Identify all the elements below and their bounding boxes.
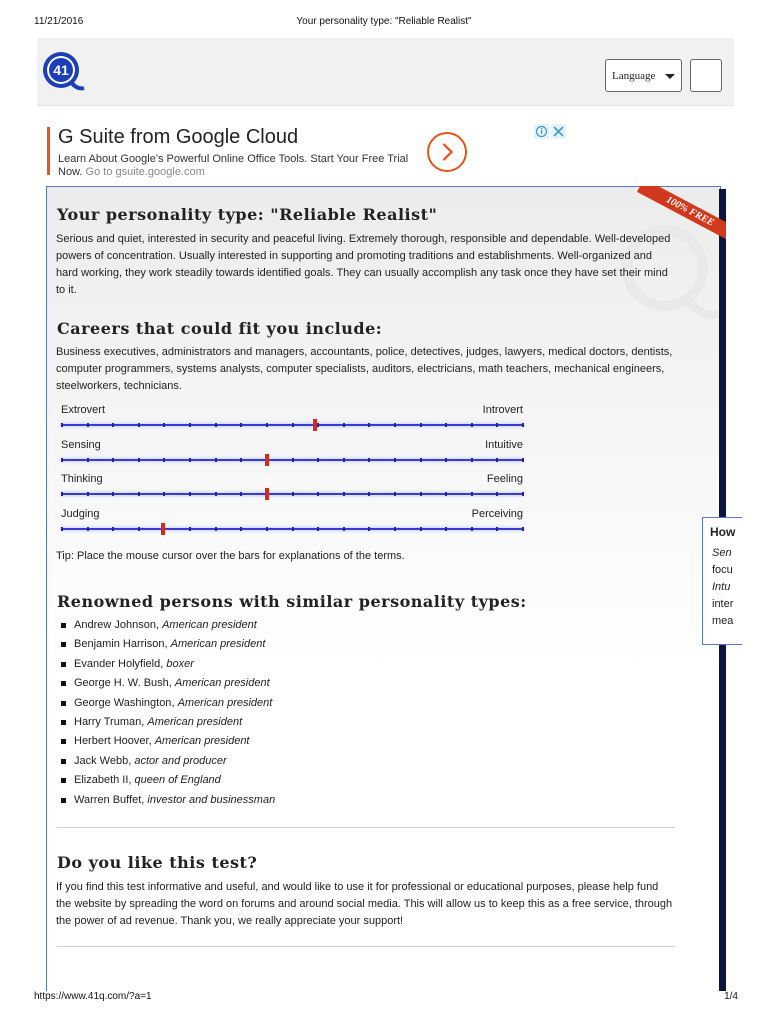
free-ribbon-text: 100% FREE bbox=[637, 186, 726, 244]
scale-left-label: Thinking bbox=[61, 473, 103, 485]
list-item bbox=[61, 733, 275, 752]
scale-marker bbox=[161, 523, 165, 535]
separator: , bbox=[155, 619, 163, 631]
list-item bbox=[61, 772, 275, 791]
scale-tick bbox=[112, 492, 114, 496]
separator: , bbox=[168, 677, 175, 690]
scale-tick bbox=[368, 527, 370, 531]
person-role: actor and producer bbox=[134, 754, 227, 767]
careers-text: Business executives, administrators and managers, accountants, police, detectives, judges, lawyers, medical doctors, dentists, computer programmers, systems analysts, computer specialists, auditors, electricians, math teachers, mechanical engineers, steelworkers, technicians. bbox=[56, 346, 673, 392]
scale-left-label: Extrovert bbox=[61, 404, 106, 416]
scale-tick bbox=[368, 458, 370, 462]
person-role: American president bbox=[170, 638, 266, 651]
scale-tick bbox=[445, 492, 447, 496]
bullet-icon bbox=[61, 701, 66, 706]
tip-text: Tip: Place the mouse cursor over the bars for explanations of the terms. bbox=[56, 550, 405, 562]
scale-tick bbox=[420, 527, 422, 531]
bullet-icon bbox=[61, 681, 66, 686]
scale-right-label: Feeling bbox=[486, 473, 523, 485]
scale-tick bbox=[138, 492, 140, 496]
popup-line: focu bbox=[712, 564, 733, 576]
like-text: If you find this test informative and useful, and would like to use it for professional or educational purposes, please help fund the website by spreading the word on forums and around social media. This will allow us to keep this as a free service, through the power of ad revenue. Thank you, we really appreciate your support! bbox=[56, 881, 673, 927]
scale-tick bbox=[61, 527, 63, 531]
ad-accent-bar bbox=[47, 127, 50, 175]
scale-right-label: Intuitive bbox=[485, 439, 523, 451]
scale-tick bbox=[471, 458, 473, 462]
scale-tick bbox=[343, 492, 345, 496]
scale-left-label: Sensing bbox=[61, 439, 101, 451]
scale-tick bbox=[317, 492, 319, 496]
person-role: queen of England bbox=[134, 774, 221, 787]
scale-tick bbox=[445, 458, 447, 462]
list-item bbox=[61, 695, 275, 714]
scale-tick bbox=[471, 492, 473, 496]
person-role: American president bbox=[147, 715, 243, 728]
scale-tick bbox=[394, 423, 396, 427]
scale-tick bbox=[87, 458, 89, 462]
person-name: Andrew Johnson bbox=[74, 619, 156, 631]
ad-banner[interactable] bbox=[47, 122, 577, 180]
scale-tick bbox=[394, 492, 396, 496]
scale-tick bbox=[522, 527, 524, 531]
person-name: George Washington bbox=[74, 696, 172, 709]
scale-tick bbox=[112, 423, 114, 427]
person-role: American president bbox=[154, 735, 250, 748]
scale-tick bbox=[138, 458, 140, 462]
person-name: Elizabeth II bbox=[74, 774, 129, 787]
list-item bbox=[61, 656, 275, 675]
scale-tick bbox=[163, 458, 165, 462]
scale-tick bbox=[61, 423, 63, 427]
scale-tick bbox=[266, 527, 268, 531]
bullet-icon bbox=[61, 720, 66, 725]
scale-tick bbox=[496, 423, 498, 427]
ad-link[interactable]: Go to gsuite.google.com bbox=[85, 166, 205, 178]
separator: , bbox=[148, 735, 155, 748]
divider bbox=[57, 946, 675, 947]
print-title: Your personality type: "Reliable Realist" bbox=[296, 16, 472, 27]
person-role: American president bbox=[174, 677, 270, 690]
scale-tick bbox=[471, 423, 473, 427]
chevron-down-icon bbox=[665, 74, 675, 79]
scale-tick bbox=[522, 458, 524, 462]
ad-now: Now. bbox=[58, 166, 83, 178]
ad-description bbox=[58, 153, 418, 179]
bullet-icon bbox=[61, 739, 66, 744]
divider bbox=[57, 827, 675, 828]
bullet-icon bbox=[61, 662, 66, 667]
language-select[interactable] bbox=[605, 59, 682, 92]
result-heading: Your personality type: "Reliable Realist" bbox=[57, 205, 438, 224]
result-description: Serious and quiet, interested in security and peaceful living. Extremely thorough, responsible and dependable. Well-developed powers of concentration. Usually interested in supporting and promoting traditions and establishments. Well-organized and hard working, they work steadily towards identified goals. They can usually accomplish any task once they have set their mind to it. bbox=[56, 233, 671, 296]
scale-tick bbox=[471, 527, 473, 531]
list-item bbox=[61, 675, 275, 694]
scale-tick bbox=[317, 423, 319, 427]
scale-right-label: Introvert bbox=[482, 404, 523, 416]
scale-tick bbox=[215, 527, 217, 531]
careers-heading: Careers that could fit you include: bbox=[57, 319, 383, 338]
scale-tick bbox=[61, 458, 63, 462]
separator: , bbox=[164, 638, 171, 651]
scale-tick bbox=[189, 458, 191, 462]
scale-marker bbox=[265, 454, 269, 466]
person-name: Evander Holyfield bbox=[74, 657, 161, 670]
scale-tick bbox=[522, 423, 524, 427]
scale-tick bbox=[292, 492, 294, 496]
scale-tick bbox=[496, 458, 498, 462]
chevron-right-icon bbox=[443, 144, 451, 160]
print-date: 11/21/2016 bbox=[34, 16, 84, 27]
like-heading: Do you like this test? bbox=[57, 853, 258, 872]
print-url: https://www.41q.com/?a=1 bbox=[34, 991, 152, 1002]
scale-tick bbox=[394, 527, 396, 531]
scale-tick bbox=[394, 458, 396, 462]
scale-tick bbox=[215, 423, 217, 427]
person-name: Harry Truman bbox=[74, 715, 142, 728]
list-item bbox=[61, 617, 275, 636]
person-name: Jack Webb bbox=[74, 754, 129, 767]
scale-tick bbox=[266, 423, 268, 427]
popup-line: inter bbox=[712, 598, 734, 610]
scale-tick bbox=[189, 492, 191, 496]
scale-tick bbox=[496, 492, 498, 496]
separator: , bbox=[160, 657, 167, 670]
person-name: George H. W. Bush bbox=[74, 677, 169, 690]
adchoices-icon[interactable] bbox=[534, 124, 566, 139]
scale-tick bbox=[292, 458, 294, 462]
scale-tick bbox=[240, 458, 242, 462]
separator: , bbox=[128, 754, 135, 767]
list-item bbox=[61, 636, 275, 655]
scale-tick bbox=[215, 492, 217, 496]
scale-tick bbox=[317, 527, 319, 531]
separator: , bbox=[171, 696, 178, 709]
print-header bbox=[0, 16, 768, 30]
scale-tick bbox=[138, 527, 140, 531]
scale-tick bbox=[292, 527, 294, 531]
scale-right-label: Perceiving bbox=[471, 508, 523, 520]
scale-marker bbox=[313, 419, 317, 431]
scale-extrovert-introvert[interactable] bbox=[61, 404, 523, 438]
separator: , bbox=[128, 774, 135, 787]
scale-tick bbox=[163, 492, 165, 496]
scale-tick bbox=[240, 423, 242, 427]
person-role: investor and businessman bbox=[147, 793, 276, 806]
logo-icon[interactable] bbox=[41, 50, 85, 94]
scale-tick bbox=[420, 423, 422, 427]
bullet-icon bbox=[61, 623, 66, 628]
scale-judging-perceiving[interactable] bbox=[61, 508, 523, 542]
scale-tick bbox=[138, 423, 140, 427]
scale-tick bbox=[368, 492, 370, 496]
persons-list bbox=[61, 617, 275, 811]
popup-line: Intu bbox=[712, 581, 731, 593]
scale-tick bbox=[445, 527, 447, 531]
scale-left-label: Judging bbox=[61, 508, 100, 520]
person-role: boxer bbox=[166, 657, 194, 670]
popup-title: How bbox=[710, 525, 736, 539]
scale-tick bbox=[189, 423, 191, 427]
scale-tick bbox=[240, 527, 242, 531]
scale-tick bbox=[87, 527, 89, 531]
scale-tick bbox=[112, 458, 114, 462]
scale-tick bbox=[445, 423, 447, 427]
scale-tick bbox=[420, 492, 422, 496]
separator: , bbox=[141, 793, 148, 806]
popup-line: mea bbox=[712, 615, 734, 627]
scale-tick bbox=[112, 527, 114, 531]
scale-tick bbox=[189, 527, 191, 531]
scale-tick bbox=[61, 492, 63, 496]
scale-tick bbox=[87, 492, 89, 496]
scale-tick bbox=[343, 527, 345, 531]
person-role: American president bbox=[162, 619, 257, 631]
bullet-icon bbox=[61, 778, 66, 783]
scale-marker bbox=[265, 488, 269, 500]
scale-tick bbox=[343, 423, 345, 427]
explanation-popup bbox=[702, 517, 742, 645]
list-item bbox=[61, 792, 275, 811]
popup-line: Sen bbox=[712, 547, 732, 559]
scale-tick bbox=[87, 423, 89, 427]
list-item bbox=[61, 753, 275, 772]
site-header bbox=[37, 38, 734, 106]
scale-tick bbox=[343, 458, 345, 462]
scale-tick bbox=[420, 458, 422, 462]
logo-text: 41 bbox=[53, 62, 69, 78]
print-footer bbox=[0, 991, 768, 1005]
scale-thinking-feeling[interactable] bbox=[61, 473, 523, 507]
scale-tick bbox=[215, 458, 217, 462]
persons-heading: Renowned persons with similar personality types: bbox=[57, 592, 527, 611]
person-name: Benjamin Harrison bbox=[74, 638, 165, 651]
bullet-icon bbox=[61, 759, 66, 764]
scale-tick bbox=[496, 527, 498, 531]
scale-tick bbox=[368, 423, 370, 427]
list-item bbox=[61, 714, 275, 733]
language-label: Language bbox=[612, 70, 656, 82]
scale-tick bbox=[317, 458, 319, 462]
scale-tick bbox=[292, 423, 294, 427]
scale-tick bbox=[163, 423, 165, 427]
scale-tick bbox=[522, 492, 524, 496]
scale-tick bbox=[240, 492, 242, 496]
separator: , bbox=[141, 715, 148, 728]
print-page: 1/4 bbox=[724, 991, 738, 1002]
ad-headline[interactable]: G Suite from Google Cloud bbox=[58, 126, 299, 148]
bullet-icon bbox=[61, 798, 66, 803]
ad-description-text: Learn About Google's Powerful Online Office Tools. Start Your Free Trial bbox=[58, 153, 409, 165]
bullet-icon bbox=[61, 642, 66, 647]
person-name: Herbert Hoover bbox=[74, 735, 149, 748]
person-name: Warren Buffet bbox=[74, 793, 142, 806]
ad-arrow-button[interactable] bbox=[427, 132, 467, 172]
person-role: American president bbox=[177, 696, 273, 709]
scale-sensing-intuitive[interactable] bbox=[61, 439, 523, 473]
menu-button[interactable] bbox=[690, 59, 722, 92]
